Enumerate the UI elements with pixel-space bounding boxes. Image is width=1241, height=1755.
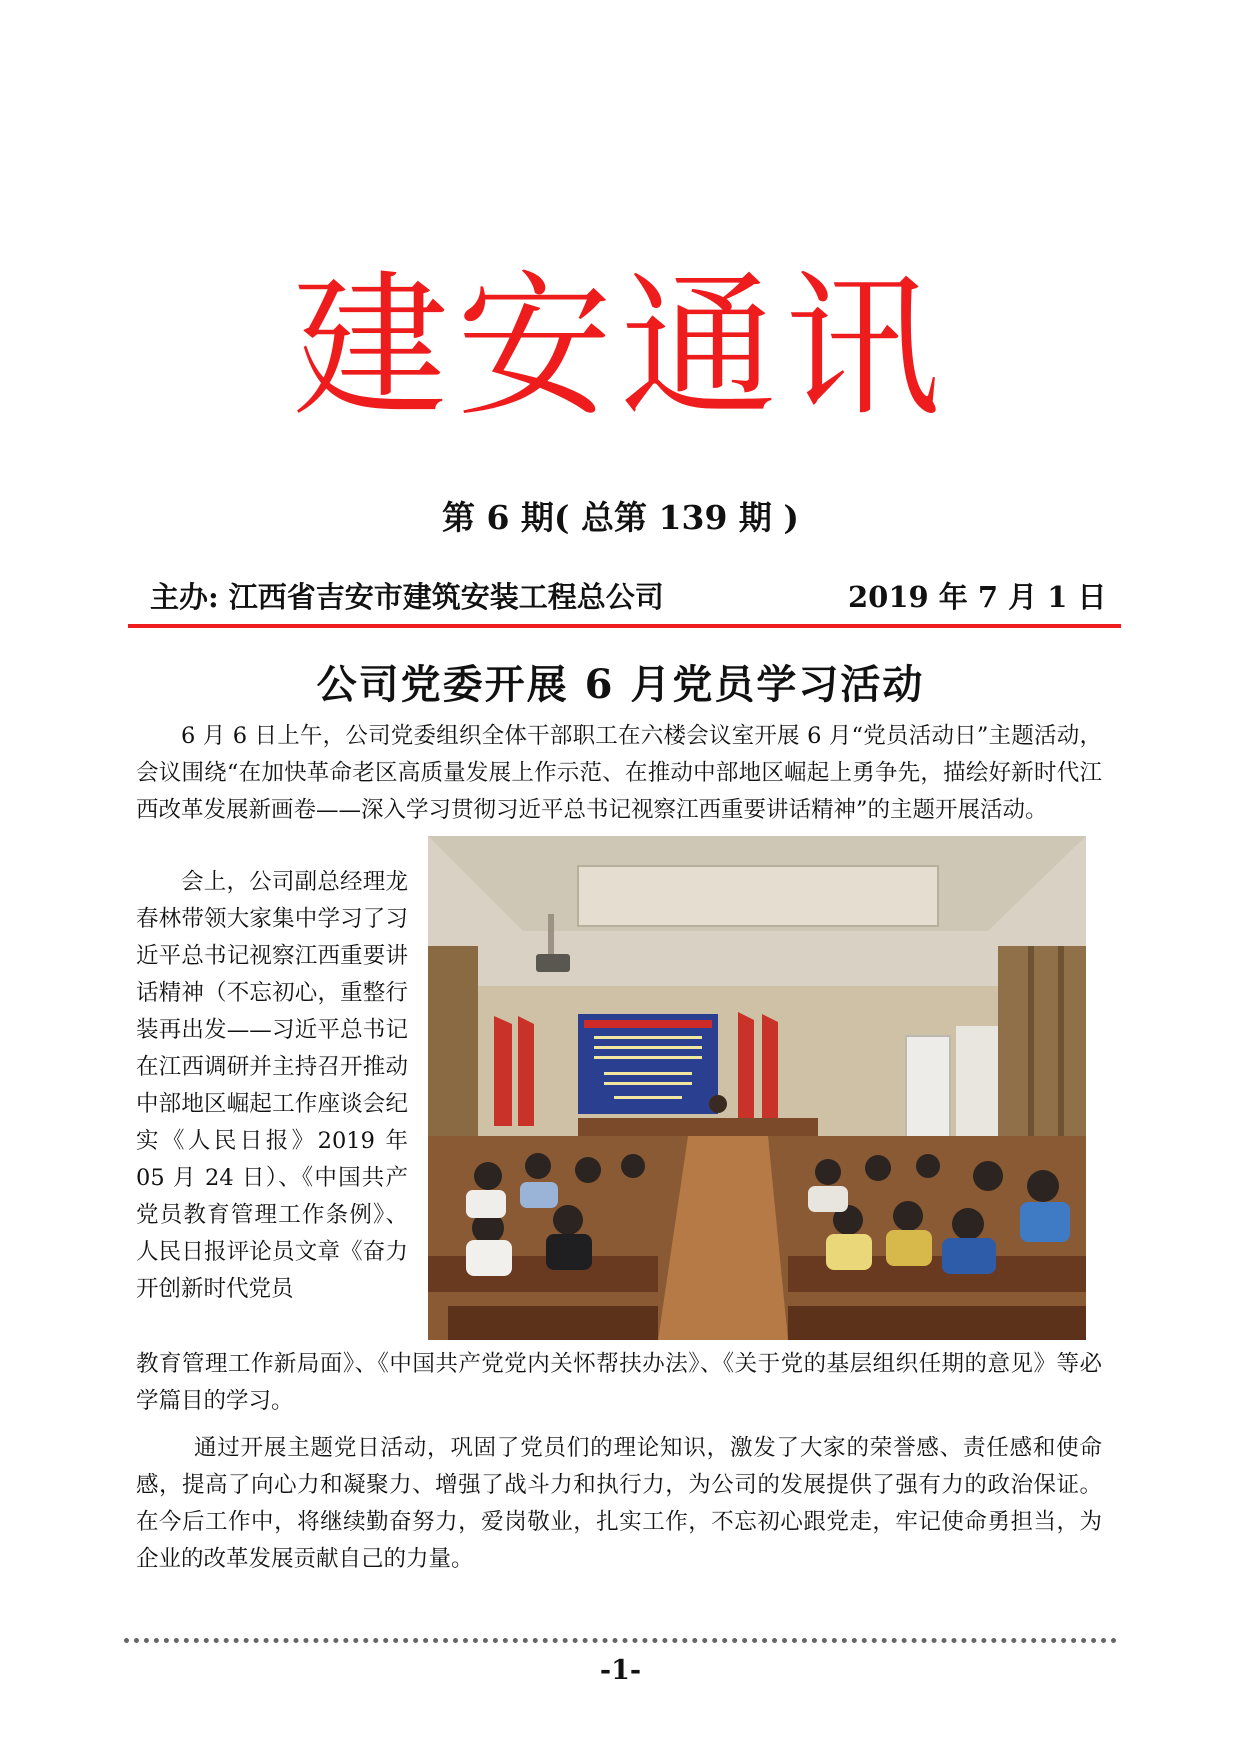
article-paragraph-3: 通过开展主题党日活动，巩固了党员们的理论知识，激发了大家的荣誉感、责任感和使命感，提高了向心力和凝聚力、增强了战斗力和执行力，为公司的发展提供了强有力的政治保证。在今后工作中，将继续勤奋努力，爱岗敬业，扎实工作，不忘初心跟党走，牢记使命勇担当，为企业的改革发展贡献自己的力量。 xyxy=(136,1435,1102,1572)
header-divider xyxy=(128,624,1121,628)
article-paragraph-2: 会上，公司副总经理龙春林带领大家集中学习了习近平总书记视察江西重要讲话精神（不忘初心，重整行装再出发——习近平总书记在江西调研并主持召开推动中部地区崛起工作座谈会纪实《人民日报》2019 年 05 月 24 日）、《中国共产党员教育管理工作条例》、人民日报评论员文章《奋力开创新时代党员 xyxy=(136,869,408,1302)
issue-date: 2019 年 7 月 1 日 xyxy=(848,580,1107,614)
article-headline: 公司党委开展 6 月党员学习活动 xyxy=(316,661,925,708)
masthead-title: 建安通讯 xyxy=(292,256,949,438)
article-paragraph-2-continued: 教育管理工作新局面》、《中国共产党党内关怀帮扶办法》、《关于党的基层组织任期的意见》等必学篇目的学习。 xyxy=(136,1351,1102,1414)
issue-number: 第 6 期( 总第 139 期 ) xyxy=(441,498,799,537)
meeting-photo xyxy=(428,836,1086,1340)
publisher-line: 主办: 江西省吉安市建筑安装工程总公司 xyxy=(150,580,664,614)
footer-divider xyxy=(124,1638,1117,1643)
article-paragraph-1: 6 月 6 日上午，公司党委组织全体干部职工在六楼会议室开展 6 月“党员活动日”主题活动，会议围绕“在加快革命老区高质量发展上作示范、在推动中部地区崛起上勇争先，描绘好新时代江西改革发展新画卷——深入学习贯彻习近平总书记视察江西重要讲话精神”的主题开展活动。 xyxy=(136,723,1102,823)
page-number: -1- xyxy=(599,1655,642,1686)
